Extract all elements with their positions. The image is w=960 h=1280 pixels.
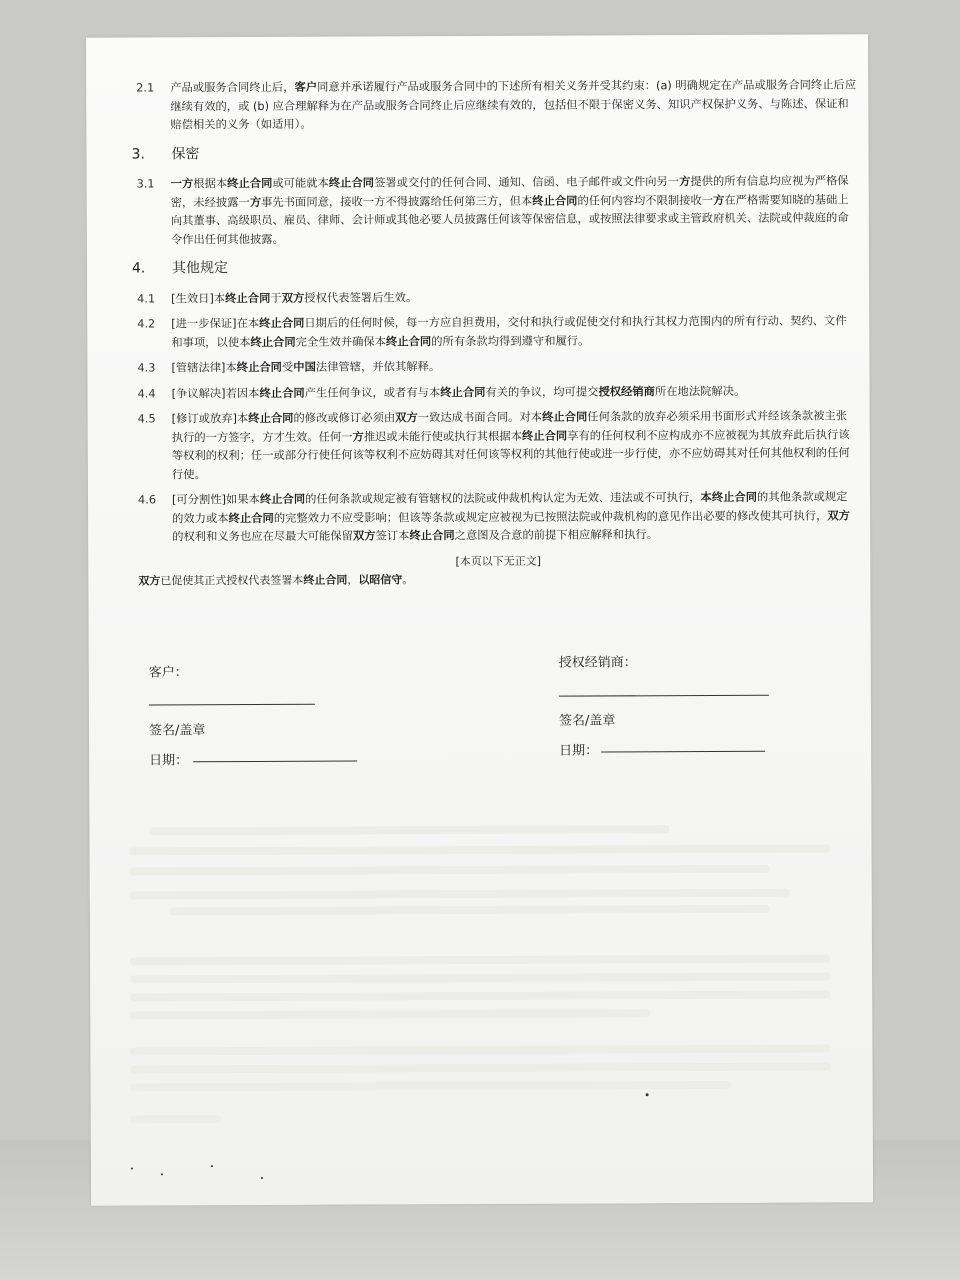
section-3-heading: [131, 142, 856, 164]
clause-text: [修订或放弃]本终止合同的修改或修订必须由双方一致达成书面合同。对本终止合同任何条款的放弃必须采用书面形式并经该条款被主张执行的一方签字，方才生效。任何一方推迟或未能行使或执行其根据本终止合同享有的任何权利不应构成亦不应被视为其放弃此后执行该等权利的权利；任一或部分行使任何该等权利不应妨碍其对任何该等权利的其他行使或进一步行使，亦不应妨碍其对任何其他权利的任何行使。: [171, 409, 850, 481]
document-body: [131, 76, 858, 591]
section-4-clauses: [137, 287, 858, 547]
bleed-through-mark: [130, 1009, 650, 1019]
bleed-through-mark: [149, 825, 669, 835]
clause-4-5: [138, 407, 858, 484]
clause-text: [管辖法律]本终止合同受中国法律管辖，并依其解释。: [171, 360, 441, 375]
section-title: 保密: [171, 145, 200, 162]
section-3-clauses: [137, 172, 857, 249]
clause-text: 产品或服务合同终止后，客户同意并承诺履行产品或服务合同中的下述所有相关义务并受其约束：(a) 明确规定在产品或服务合同终止后应继续有效的，或 (b) 应合理解释为在产品或服务合同终止后应继续有效的，包括但不限于保密义务、知识产权保护义务、与陈述、保证和赔偿相关的义务（如适用）。: [170, 78, 857, 132]
clause-4-6: [138, 488, 858, 547]
dealer-date-label: 日期：: [559, 743, 599, 759]
section-2-clauses: [136, 76, 856, 135]
dealer-sign-label: 签名/盖章: [558, 713, 616, 729]
bleed-through-mark: [130, 865, 770, 876]
customer-date-label: 日期：: [149, 753, 189, 769]
clause-number: 4.3: [137, 361, 156, 375]
bleed-through-mark: [130, 954, 830, 965]
clause-text: [进一步保证]在本终止合同日期后的任何时候，每一方应自担费用，交付和执行或促使交付和执行其权力范围内的所有行动、契约、文件和事项，以使本终止合同完全生效并确保本终止合同的所有条款均得到遵守和履行。: [171, 314, 847, 349]
bleed-through-mark: [130, 844, 830, 855]
toner-speck: [261, 1177, 263, 1179]
clause-2-1: [136, 76, 856, 135]
dealer-name-line[interactable]: [559, 695, 769, 697]
clause-text: [生效日]本终止合同于双方授权代表签署后生效。: [171, 290, 418, 305]
page-end-note: [本页以下无正文]: [455, 554, 542, 568]
clause-number: 4.1: [137, 291, 156, 305]
bleed-through-mark: [130, 990, 830, 1001]
section-4-heading: [132, 256, 857, 278]
bleed-through-mark: [130, 889, 790, 900]
clause-number: 4.6: [137, 493, 157, 507]
clause-4-1: [137, 287, 857, 309]
toner-speck: [131, 1168, 133, 1170]
clause-text: 一方根据本终止合同或可能就本终止合同签署或交付的任何合同、通知、信函、电子邮件或文件向另一方提供的所有信息均应视为严格保密，未经披露一方事先书面同意，接收一方不得披露给任何第三方，但本终止合同的任何内容均不限制接收一方在严格需要知晓的基础上向其董事、高级职员、雇员、律师、会计师或其他必要人员披露任何该等保密信息，或按照法律要求或主管政府机关、法院或仲裁庭的命令作出任何其他披露。: [170, 174, 849, 246]
clause-4-3: [137, 356, 857, 378]
customer-name-line[interactable]: [149, 704, 315, 706]
clause-4-2: [137, 312, 857, 352]
toner-speck: [211, 1165, 213, 1167]
clause-4-4: [138, 382, 858, 404]
witness-statement: 双方已促使其正式授权代表签署本终止合同，以昭信守。: [138, 573, 414, 588]
clause-3-1: [137, 172, 857, 249]
customer-date-line[interactable]: [193, 761, 357, 763]
dealer-date-line[interactable]: [601, 751, 765, 753]
bleed-through-mark: [130, 1044, 830, 1055]
customer-label: 客户：: [148, 665, 188, 681]
clause-text: [争议解决]若因本终止合同产生任何争议，或者有与本终止合同有关的争议，均可提交授权经销商所在地法院解决。: [171, 384, 746, 400]
bleed-through-mark: [131, 1115, 221, 1123]
document-page: [86, 34, 873, 1205]
bleed-through-mark: [170, 905, 770, 916]
bleed-through-mark: [130, 972, 830, 983]
section-number: 3.: [131, 145, 145, 163]
clause-number: 4.5: [137, 412, 156, 426]
clause-text: [可分割性]如果本终止合同的任何条款或规定被有管辖权的法院或仲裁机构认定为无效、违法或不可执行，本终止合同的其他条款或规定的效力或本终止合同的完整效力不应受影响；但该等条款或规定应被视为已按照法院或仲裁机构的意见作出必要的修改使其可执行，双方的权利和义务也应在尽最大可能保留双方签订本终止合同之意图及合意的前提下相应解释和执行。: [171, 490, 850, 544]
section-title: 其他规定: [171, 260, 229, 277]
bleed-through-mark: [131, 1081, 731, 1092]
toner-speck: [161, 1173, 163, 1175]
section-number: 4.: [131, 260, 146, 277]
clause-number: 4.4: [137, 386, 156, 400]
clause-number: 4.2: [137, 317, 156, 331]
bleed-through-mark: [130, 1062, 830, 1073]
dealer-label: 授权经销商：: [558, 655, 637, 671]
clause-number: 2.1: [136, 81, 155, 95]
customer-sign-label: 签名/盖章: [148, 723, 206, 739]
clause-number: 3.1: [136, 177, 155, 191]
toner-speck: [646, 1093, 649, 1096]
